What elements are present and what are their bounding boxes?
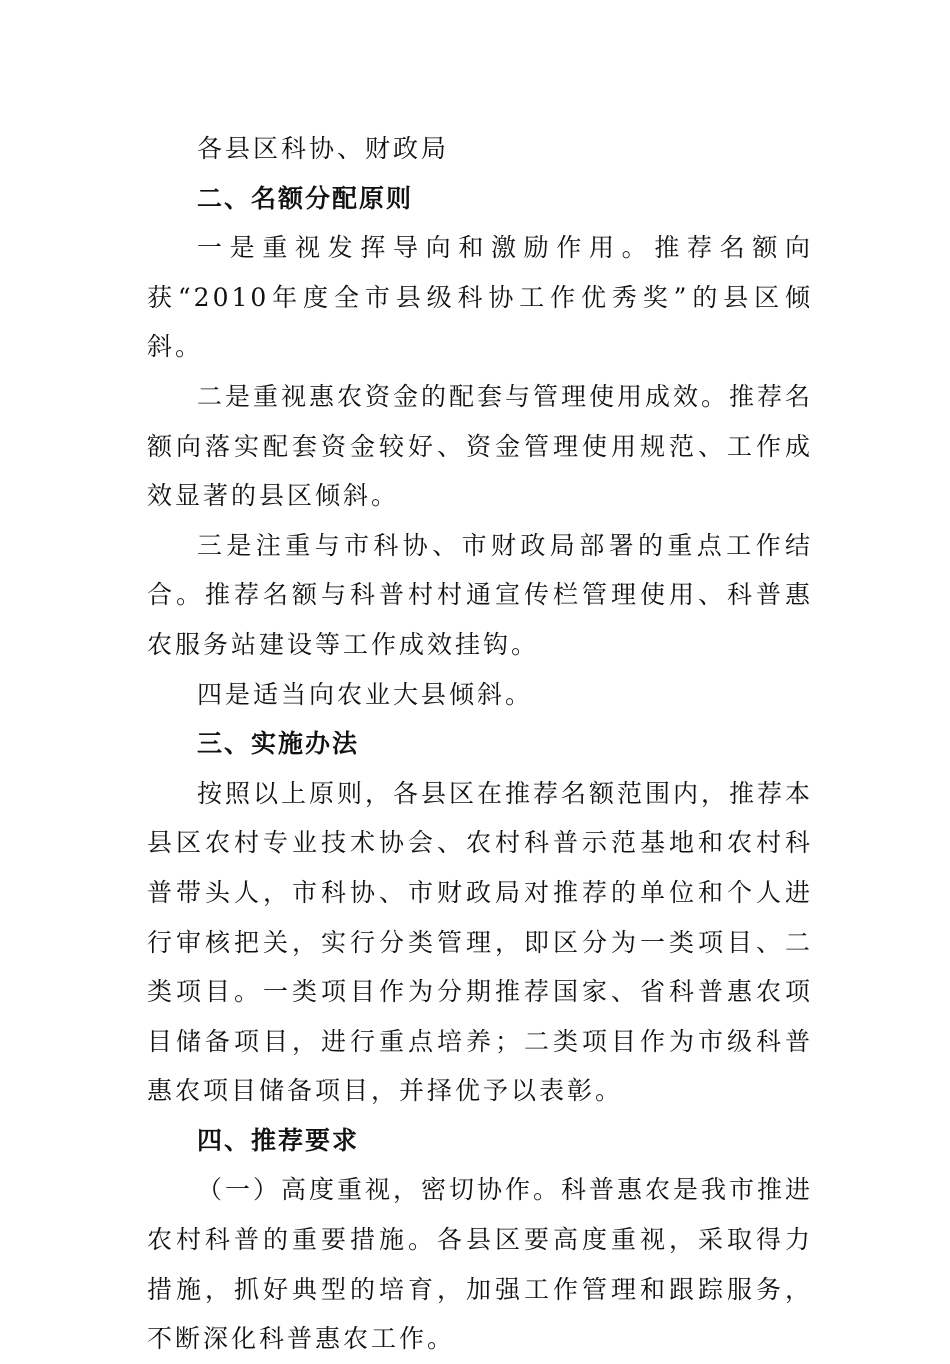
principle-3-paragraph: 三是注重与市科协、市财政局部署的重点工作结合。推荐名额与科普村村通宣传栏管理使用、科普惠农服务站建设等工作成效挂钩。 xyxy=(147,530,813,659)
section-heading-implementation: 三、实施办法 xyxy=(197,729,360,759)
principle-4-paragraph: 四是适当向农业大县倾斜。 xyxy=(197,679,534,709)
recipients-line: 各县区科协、财政局 xyxy=(197,134,450,163)
principle-1-paragraph: 一是重视发挥导向和激励作用。推荐名额向获“2010年度全市县级科协工作优秀奖”的县区倾斜。 xyxy=(147,233,813,362)
document-body xyxy=(147,124,813,1364)
section-heading-quota-principles: 二、名额分配原则 xyxy=(197,183,414,213)
implementation-paragraph: 按照以上原则，各县区在推荐名额范围内，推荐本县区农村专业技术协会、农村科普示范基地和农村科普带头人，市科协、市财政局对推荐的单位和个人进行审核把关，实行分类管理，即区分为一类项目、二类项目。一类项目作为分期推荐国家、省科普惠农项目储备项目，进行重点培养；二类项目作为市级科普惠农项目储备项目，并择优予以表彰。 xyxy=(147,778,814,1106)
principle-2-paragraph: 二是重视惠农资金的配套与管理使用成效。推荐名额向落实配套资金较好、资金管理使用规范、工作成效显著的县区倾斜。 xyxy=(147,381,814,511)
section-heading-requirements: 四、推荐要求 xyxy=(197,1125,360,1155)
requirement-1-paragraph: （一）高度重视，密切协作。科普惠农是我市推进农村科普的重要措施。各县区要高度重视，采取得力措施，抓好典型的培育，加强工作管理和跟踪服务，不断深化科普惠农工作。 xyxy=(147,1175,814,1354)
